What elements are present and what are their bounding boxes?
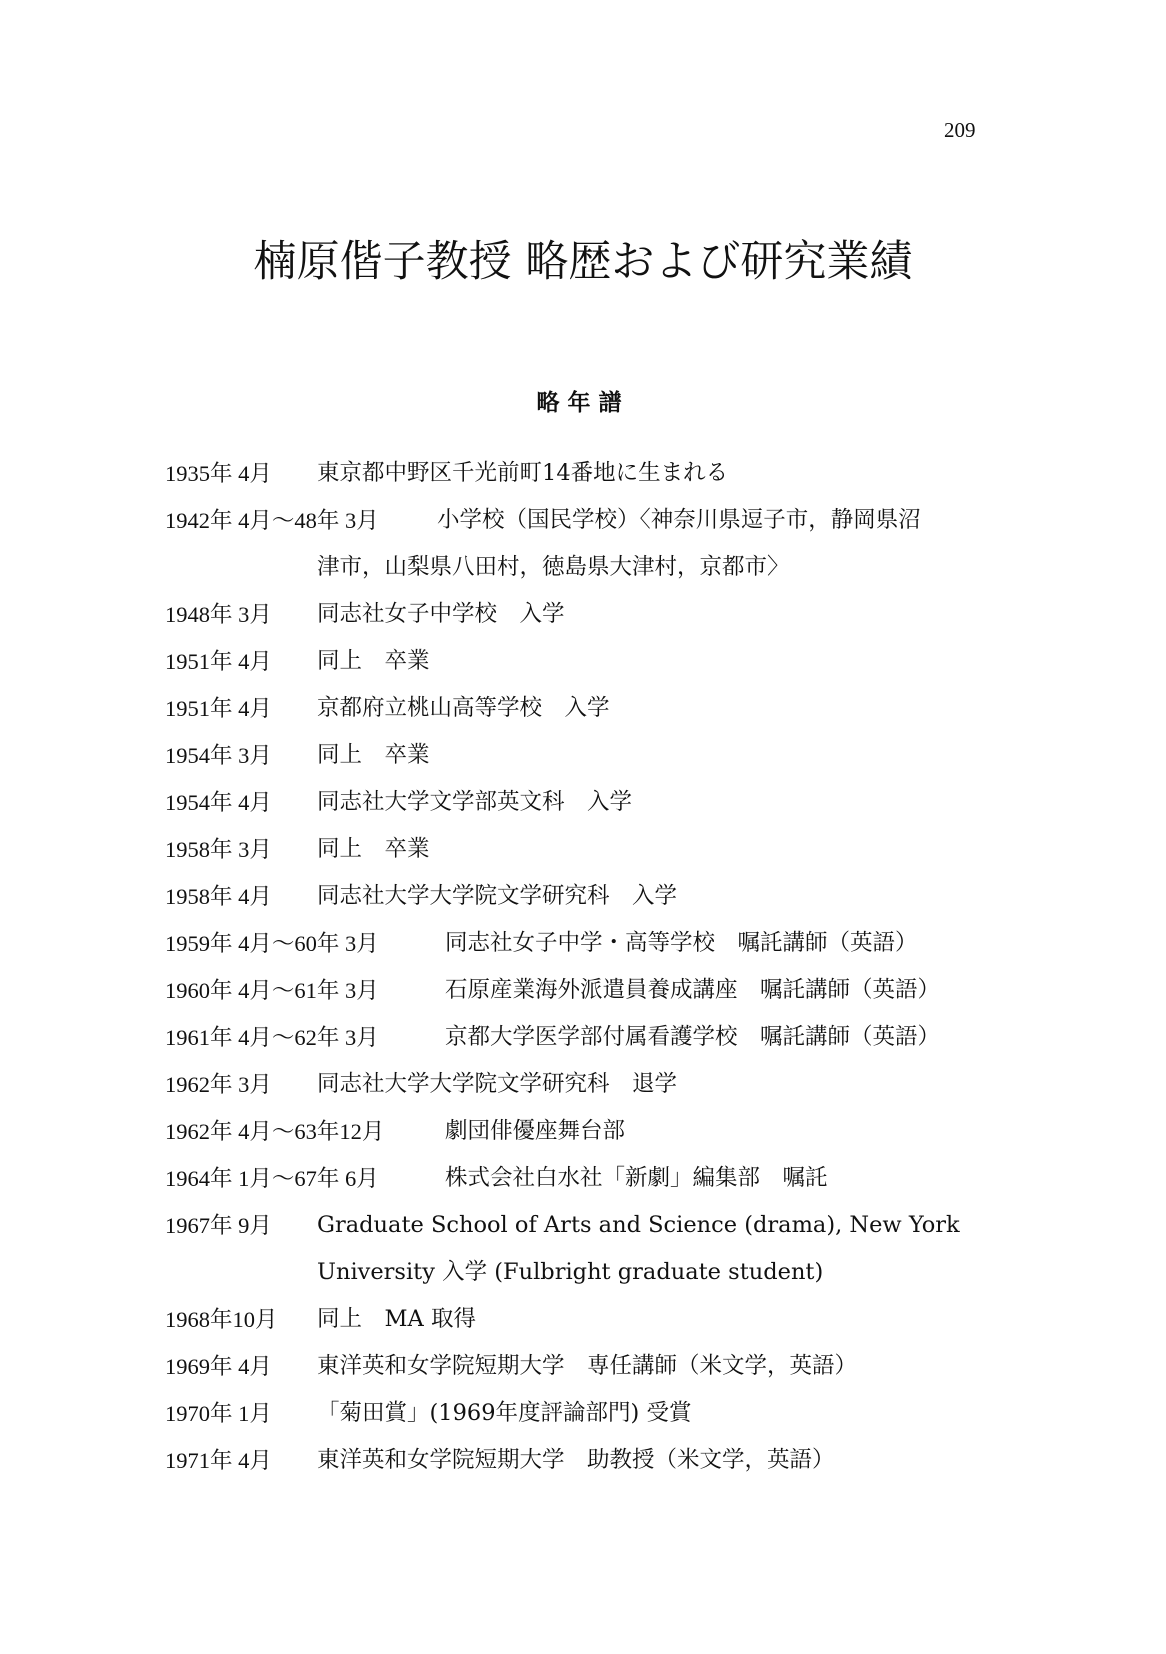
chronology-entry bbox=[165, 1390, 1025, 1437]
entry-date: 1967年 9月 bbox=[165, 1213, 272, 1238]
chronology-entry bbox=[165, 732, 1025, 779]
entry-text: 京都大学医学部付属看護学校 嘱託講師（英語） bbox=[445, 1024, 941, 1050]
chronology-entry bbox=[165, 450, 1025, 497]
chronology-list bbox=[165, 450, 1025, 1484]
entry-text-continued: 津市，山梨県八田村，徳島県大津村，京都市〉 bbox=[317, 554, 790, 580]
chronology-entry bbox=[165, 967, 1025, 1014]
chronology-entry bbox=[165, 920, 1025, 967]
chronology-entry bbox=[165, 638, 1025, 685]
entry-date: 1954年 3月 bbox=[165, 743, 272, 768]
entry-text: 同志社大学大学院文学研究科 退学 bbox=[317, 1071, 678, 1097]
entry-text-continued: University 入学 (Fulbright graduate student) bbox=[317, 1259, 824, 1285]
entry-date: 1969年 4月 bbox=[165, 1354, 272, 1379]
entry-date: 1958年 4月 bbox=[165, 884, 272, 909]
entry-text: 株式会社白水社「新劇」編集部 嘱託 bbox=[445, 1165, 828, 1191]
chronology-entry bbox=[165, 779, 1025, 826]
document-title: 楠原偕子教授 略歴および研究業績 bbox=[253, 237, 913, 287]
chronology-entry bbox=[165, 1108, 1025, 1155]
entry-date: 1964年 1月～67年 6月 bbox=[165, 1166, 379, 1191]
chronology-entry bbox=[165, 1014, 1025, 1061]
chronology-entry bbox=[165, 1061, 1025, 1108]
chronology-entry bbox=[165, 497, 1025, 591]
entry-date: 1960年 4月～61年 3月 bbox=[165, 978, 379, 1003]
entry-date: 1962年 3月 bbox=[165, 1072, 272, 1097]
entry-text: 同上 卒業 bbox=[317, 836, 430, 862]
entry-date: 1942年 4月～48年 3月 bbox=[165, 508, 379, 533]
entry-text: 東洋英和女学院短期大学 助教授（米文学，英語） bbox=[317, 1447, 835, 1473]
entry-date: 1948年 3月 bbox=[165, 602, 272, 627]
entry-text: 同上 卒業 bbox=[317, 648, 430, 674]
entry-text: 同志社大学文学部英文科 入学 bbox=[317, 789, 633, 815]
chronology-entry bbox=[165, 1296, 1025, 1343]
entry-date: 1954年 4月 bbox=[165, 790, 272, 815]
entry-text: 東洋英和女学院短期大学 専任講師（米文学，英語） bbox=[317, 1353, 858, 1379]
entry-date: 1958年 3月 bbox=[165, 837, 272, 862]
entry-date: 1968年10月 bbox=[165, 1307, 278, 1332]
entry-date: 1970年 1月 bbox=[165, 1401, 272, 1426]
entry-text: 同上 MA 取得 bbox=[317, 1306, 476, 1332]
entry-text: 小学校（国民学校）〈神奈川県逗子市，静岡県沼 bbox=[437, 507, 921, 533]
chronology-entry bbox=[165, 1343, 1025, 1390]
entry-text: 同志社大学大学院文学研究科 入学 bbox=[317, 883, 678, 909]
entry-text: 「菊田賞」(1969年度評論部門) 受賞 bbox=[317, 1400, 692, 1426]
entry-date: 1951年 4月 bbox=[165, 649, 272, 674]
entry-date: 1961年 4月～62年 3月 bbox=[165, 1025, 379, 1050]
entry-text: Graduate School of Arts and Science (drama), New York bbox=[317, 1212, 960, 1238]
entry-date: 1971年 4月 bbox=[165, 1448, 272, 1473]
entry-date: 1935年 4月 bbox=[165, 461, 272, 486]
entry-text: 同上 卒業 bbox=[317, 742, 430, 768]
chronology-entry bbox=[165, 1202, 1025, 1296]
chronology-entry bbox=[165, 1437, 1025, 1484]
entry-date: 1962年 4月～63年12月 bbox=[165, 1119, 385, 1144]
chronology-entry bbox=[165, 591, 1025, 638]
entry-text: 石原産業海外派遣員養成講座 嘱託講師（英語） bbox=[445, 977, 941, 1003]
entry-text: 劇団俳優座舞台部 bbox=[445, 1118, 626, 1144]
chronology-entry bbox=[165, 685, 1025, 732]
entry-text: 京都府立桃山高等学校 入学 bbox=[317, 695, 610, 721]
entry-text: 東京都中野区千光前町14番地に生まれる bbox=[317, 460, 729, 486]
page-number: 209 bbox=[944, 118, 976, 142]
chronology-entry bbox=[165, 873, 1025, 920]
entry-date: 1959年 4月～60年 3月 bbox=[165, 931, 379, 956]
entry-text: 同志社女子中学・高等学校 嘱託講師（英語） bbox=[445, 930, 918, 956]
chronology-entry bbox=[165, 1155, 1025, 1202]
section-heading: 略年譜 bbox=[536, 390, 630, 416]
chronology-entry bbox=[165, 826, 1025, 873]
entry-text: 同志社女子中学校 入学 bbox=[317, 601, 565, 627]
entry-date: 1951年 4月 bbox=[165, 696, 272, 721]
